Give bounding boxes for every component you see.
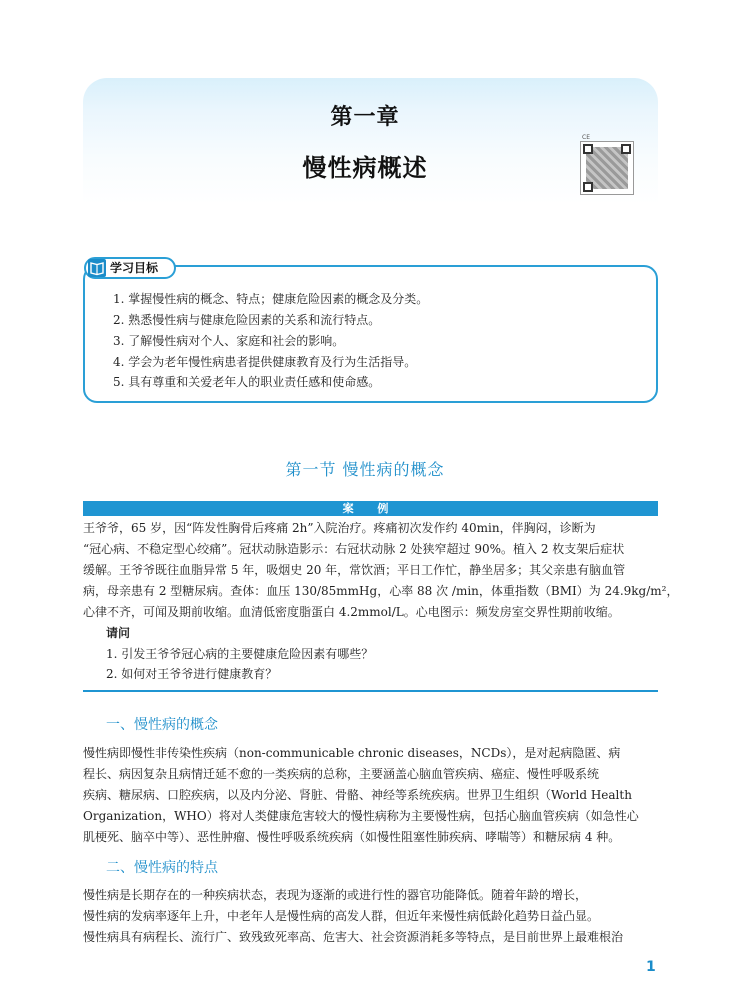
learning-objectives-label: 学习目标 [110,261,159,275]
chapter-number: 第一章 [330,105,400,130]
case-text-line: “冠心病、不稳定型心绞痛”。冠状动脉造影示：右冠状动脉 2 处狭窄超过 90%。植入 2 枚支架后症状 [83,542,625,556]
page-number: 1 [646,959,656,975]
qr-label: CE [582,134,590,141]
book-icon [88,259,106,277]
case-text-line: 病，母亲患有 2 型糖尿病。查体：血压 130/85mmHg，心率 88 次 /min，体重指数（BMI）为 24.9kg/m²， [83,584,679,598]
case-text-line: 心律不齐，可闻及期前收缩。血清低密度脂蛋白 4.2mmol/L。心电图示：频发房室交界性期前收缩。 [83,605,620,619]
objective-item: 2. 熟悉慢性病与健康危险因素的关系和流行特点。 [113,313,381,327]
objective-item: 1. 掌握慢性病的概念、特点；健康危险因素的概念及分类。 [113,292,429,306]
chapter-title: 慢性病概述 [302,154,428,182]
body-text-line: 慢性病即慢性非传染性疾病（non-communicable chronic diseases，NCDs），是对起病隐匿、病 [83,746,621,760]
case-question: 2. 如何对王爷爷进行健康教育？ [106,667,278,681]
objective-item: 3. 了解慢性病对个人、家庭和社会的影响。 [113,334,345,348]
section-title: 第一节 慢性病的概念 [285,460,445,479]
objective-item: 4. 学会为老年慢性病患者提供健康教育及行为生活指导。 [113,355,417,369]
body-text-line: 慢性病是长期存在的一种疾病状态，表现为逐渐的或进行性的器官功能降低。随着年龄的增长， [83,888,588,902]
case-text-line: 缓解。王爷爷既往血脂异常 5 年，吸烟史 20 年，常饮酒；平日工作忙，静坐居多；其父亲患有脑血管 [83,563,626,577]
subheading-characteristics: 二、慢性病的特点 [106,860,218,876]
body-text-line: Organization，WHO）将对人类健康危害较大的慢性病称为主要慢性病，包括心脑血管疾病（如急性心 [83,809,639,823]
case-question-label: 请问 [106,626,131,640]
body-text-line: 程长、病因复杂且病情迁延不愈的一类疾病的总称，主要涵盖心脑血管疾病、癌症、慢性呼吸系统 [83,767,600,781]
qr-finder-bottom-left [583,182,593,192]
case-question: 1. 引发王爷爷冠心病的主要健康危险因素有哪些？ [106,647,374,661]
case-header-bar: 案 例 [83,501,658,516]
body-text-line: 疾病、糖尿病、口腔疾病，以及内分泌、肾脏、骨骼、神经等系统疾病。世界卫生组织（World Health [83,788,632,802]
subheading-concept: 一、慢性病的概念 [106,717,218,733]
case-text-line: 王爷爷，65 岁，因“阵发性胸骨后疼痛 2h”入院治疗。疼痛初次发作约 40min，伴胸闷，诊断为 [83,521,596,535]
qr-code[interactable] [580,141,634,195]
body-text-line: 慢性病的发病率逐年上升，中老年人是慢性病的高发人群，但近年来慢性病低龄化趋势日益凸显。 [83,909,600,923]
body-text-line: 慢性病具有病程长、流行广、致残致死率高、危害大、社会资源消耗多等特点，是目前世界上最难根治 [83,930,624,944]
qr-finder-top-left [583,144,593,154]
objective-item: 5. 具有尊重和关爱老年人的职业责任感和使命感。 [113,375,381,389]
qr-finder-top-right [621,144,631,154]
body-text-line: 肌梗死、脑卒中等）、恶性肿瘤、慢性呼吸系统疾病（如慢性阻塞性肺疾病、哮喘等）和糖尿病 4 种。 [83,830,621,844]
case-bottom-rule [83,690,658,692]
